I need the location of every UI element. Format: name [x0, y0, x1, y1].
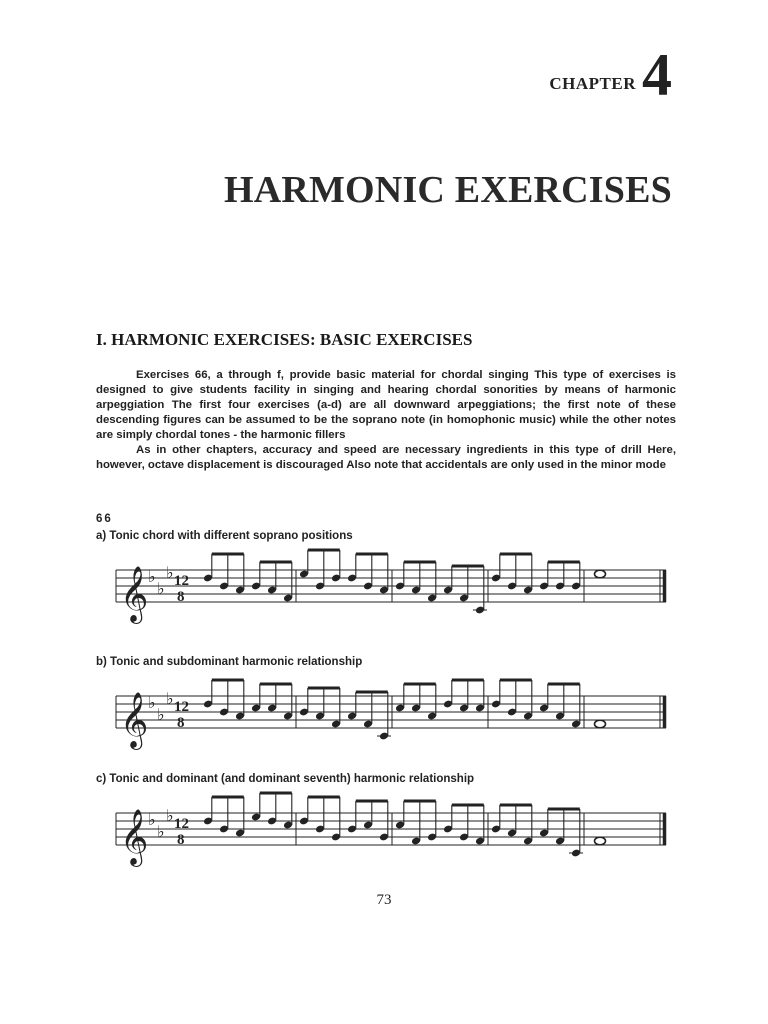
flat-sign: ♭ — [166, 563, 174, 582]
page-number: 73 — [376, 892, 392, 908]
flat-sign: ♭ — [157, 579, 165, 598]
time-signature-top: 12 — [174, 816, 189, 832]
chapter-label: CHAPTER — [549, 74, 636, 93]
staff-b — [112, 678, 672, 758]
treble-clef: 𝄞 — [120, 566, 149, 622]
staff-a — [112, 552, 672, 632]
treble-clef: 𝄞 — [120, 809, 149, 865]
flat-sign: ♭ — [166, 806, 174, 825]
flat-sign: ♭ — [166, 689, 174, 708]
treble-clef: 𝄞 — [120, 692, 149, 748]
flat-sign: ♭ — [148, 810, 156, 829]
exercise-b-caption: b) Tonic and subdominant harmonic relationship — [96, 656, 363, 668]
whole-note — [595, 837, 606, 845]
staff-c — [112, 795, 672, 875]
whole-note — [595, 720, 606, 728]
flat-sign: ♭ — [157, 822, 165, 841]
section-title: I. HARMONIC EXERCISES: BASIC EXERCISES — [96, 330, 473, 349]
flat-sign: ♭ — [148, 693, 156, 712]
time-signature-bottom: 8 — [177, 832, 185, 848]
time-signature-top: 12 — [174, 573, 189, 589]
chapter-number: 4 — [642, 42, 672, 108]
time-signature-bottom: 8 — [177, 715, 185, 731]
exercise-c-caption: c) Tonic and dominant (and dominant seventh) harmonic relationship — [96, 773, 475, 785]
chapter-title: HARMONIC EXERCISES — [223, 169, 672, 211]
time-signature-bottom: 8 — [177, 589, 185, 605]
flat-sign: ♭ — [148, 567, 156, 586]
exercise-number: 66 — [96, 513, 113, 525]
paragraph-2: As in other chapters, accuracy and speed are necessary ingredients in this type of drill Here, however, octave displacement is discouraged Also note that accidentals are only used in the minor mode — [96, 444, 676, 471]
time-signature-top: 12 — [174, 699, 189, 715]
exercise-a-caption: a) Tonic chord with different soprano positions — [96, 530, 353, 542]
flat-sign: ♭ — [157, 705, 165, 724]
intro-text — [96, 368, 676, 473]
chapter-heading — [549, 42, 672, 108]
paragraph-1: Exercises 66, a through f, provide basic material for chordal singing This type of exercises is designed to give students facility in singing and hearing chordal sonorities by means of harmonic arpeggiation The first four exercises (a-d) are all downward arpeggiations; the first note of these descending figures can be assumed to be the soprano note (in homophonic music) while the other notes are simply chordal tones - the harmonic fillers — [96, 369, 676, 441]
whole-note — [595, 570, 606, 578]
